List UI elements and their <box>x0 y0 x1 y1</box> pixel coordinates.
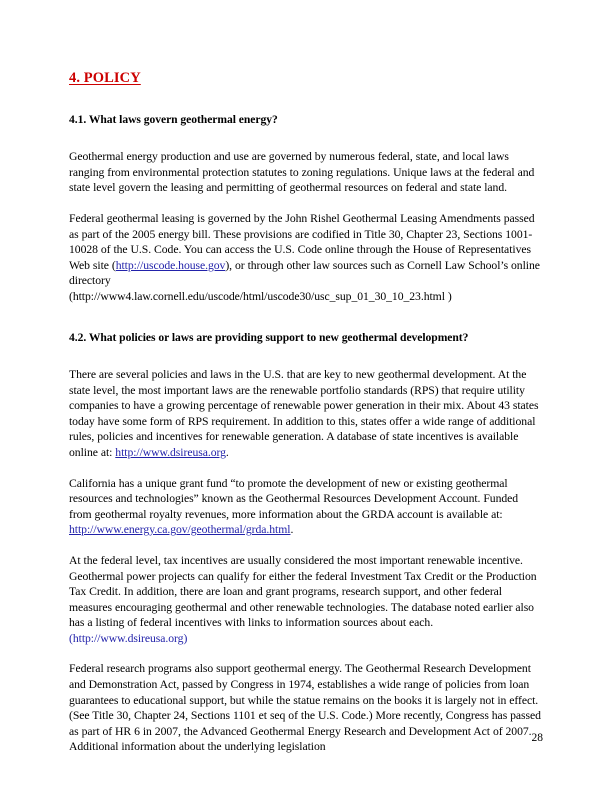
paragraph-4-2-1 <box>69 367 543 461</box>
document-body <box>69 70 543 755</box>
subheading-4-1: 4.1. What laws govern geothermal energy? <box>69 112 278 126</box>
paragraph-text-before-link: California has a unique grant fund “to promote the development of new or existing geothermal resources and technologies” known as the Geothermal Resources Development Account. Funded from geothermal royalty revenues, more information about the GRDA account is available at: <box>69 476 519 521</box>
section-heading-policy: 4. POLICY <box>69 70 141 86</box>
link-dsireusa-federal[interactable]: http://www.dsireusa.org <box>72 631 184 645</box>
link-close-paren: ) <box>183 631 188 645</box>
paragraph-4-1-2 <box>69 211 543 305</box>
paragraph-text-before-link: There are several policies and laws in the U.S. that are key to new geothermal development. At the state level, the most important laws are the renewable portfolio standards (RPS) that require utility companies to have a growing percentage of renewable power generation in their mix. About 43 states today have some form of RPS requirement. In addition to this, states offer a wide range of additional rules, policies and incentives for renewable generation. A database of state incentives is available online at: <box>69 367 539 459</box>
paragraph-text-after-link: . <box>225 445 229 459</box>
link-open-paren: ( <box>69 631 73 645</box>
paragraph-text-after-link: ), or through other law sources such as Cornell Law School’s online directory <box>69 258 540 288</box>
page-number: 28 <box>531 731 543 744</box>
paragraph-4-2-2 <box>69 476 543 538</box>
paragraph-text-after-link: . <box>290 523 294 537</box>
paragraph-text-before-link: Federal geothermal leasing is governed by the John Rishel Geothermal Leasing Amendments passed as part of the 2005 energy bill. These provisions are codified in Title 30, Chapter 23, Sections 1001-10028 of the U.S. Code. You can access the U.S. Code online through the House of Representatives Web site ( <box>69 211 535 272</box>
paragraph-4-2-4: Federal research programs also support geothermal energy. The Geothermal Research Development and Demonstration Act, passed by Congress in 1974, establishes a wide range of policies from loan guarantees to educational support, but while the statue remains on the books it is largely not in effect. (See Title 30, Chapter 24, Sections 1101 et seq of the U.S. Code.) More recently, Congress has passed as part of HR 6 in 2007, the Advanced Geothermal Energy Research and Development Act of 2007. Additional information about the underlying legislation <box>69 662 541 754</box>
paragraph-4-1-1: Geothermal energy production and use are governed by numerous federal, state, and local laws ranging from environmental protection statutes to zoning regulations. Unique laws at the federal and state level govern the leasing and permitting of geothermal resources on federal and state land. <box>69 150 535 195</box>
paragraph-text-before-link: At the federal level, tax incentives are usually considered the most important renewable incentive. Geothermal power projects can qualify for either the federal Investment Tax Credit or the Production Tax Credit. In addition, there are loan and grant programs, research support, and other federal measures encouraging geothermal and other renewable technologies. The database noted earlier also has a listing of federal incentives with links to information sources about each. <box>69 553 537 630</box>
subheading-4-2: 4.2. What policies or laws are providing support to new geothermal development? <box>69 330 469 344</box>
link-uscode-house-gov[interactable]: http://uscode.house.gov <box>115 258 226 272</box>
link-dsireusa-state[interactable]: http://www.dsireusa.org <box>115 445 226 459</box>
link-energy-ca-gov-grda[interactable]: http://www.energy.ca.gov/geothermal/grda.html <box>69 523 291 537</box>
paragraph-4-2-3 <box>69 553 543 647</box>
plain-url-cornell: (http://www4.law.cornell.edu/uscode/html/uscode30/usc_sup_01_30_10_23.html ) <box>69 289 452 303</box>
